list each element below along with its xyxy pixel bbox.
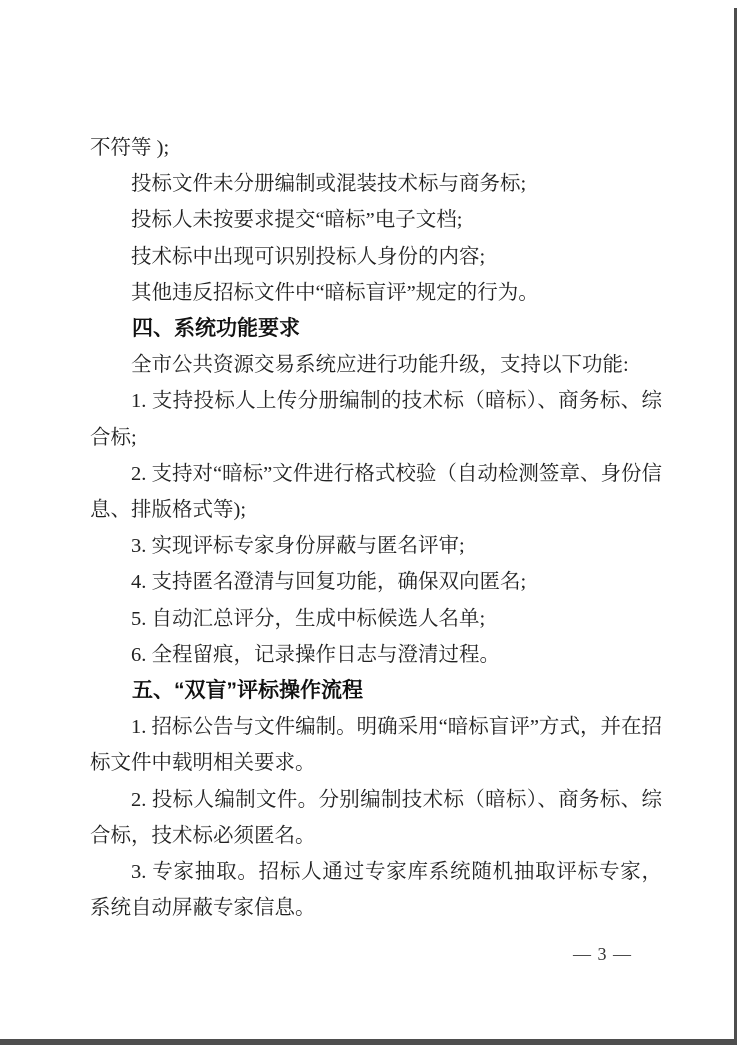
section-heading: 五、“双盲”评标操作流程	[132, 679, 363, 703]
page-number: — 3 —	[573, 944, 632, 964]
paragraph: 全市公共资源交易系统应进行功能升级，支持以下功能:	[131, 354, 629, 377]
section-heading: 四、系统功能要求	[132, 317, 300, 341]
paragraph: 1. 招标公告与文件编制。明确采用“暗标盲评”方式，并在招标文件中载明相关要求。	[90, 716, 662, 775]
document-body	[90, 130, 662, 926]
paragraph: 6. 全程留痕，记录操作日志与澄清过程。	[131, 643, 500, 666]
paragraph: 2. 投标人编制文件。分别编制技术标（暗标）、商务标、综合标，技术标必须匿名。	[90, 788, 662, 847]
paragraph: 投标文件未分册编制或混装技术标与商务标;	[131, 173, 527, 196]
paragraph: 不符等 );	[90, 137, 170, 159]
paragraph: 3. 专家抽取。招标人通过专家库系统随机抽取评标专家，系统自动屏蔽专家信息。	[90, 861, 662, 920]
paragraph: 技术标中出现可识别投标人身份的内容;	[131, 245, 486, 268]
paragraph: 2. 支持对“暗标”文件进行格式校验（自动检测签章、身份信息、排版格式等);	[90, 462, 662, 522]
paragraph: 1. 支持投标人上传分册编制的技术标（暗标）、商务标、综合标;	[90, 390, 662, 449]
paragraph: 4. 支持匿名澄清与回复功能，确保双向匿名;	[131, 571, 527, 594]
paragraph: 其他违反招标文件中“暗标盲评”规定的行为。	[131, 281, 539, 304]
paragraph: 投标人未按要求提交“暗标”电子文档;	[131, 209, 463, 232]
page-edge-shadow-bottom	[0, 1039, 737, 1045]
paragraph: 3. 实现评标专家身份屏蔽与匿名评审;	[131, 535, 465, 558]
paragraph: 5. 自动汇总评分，生成中标候选人名单;	[131, 607, 486, 630]
